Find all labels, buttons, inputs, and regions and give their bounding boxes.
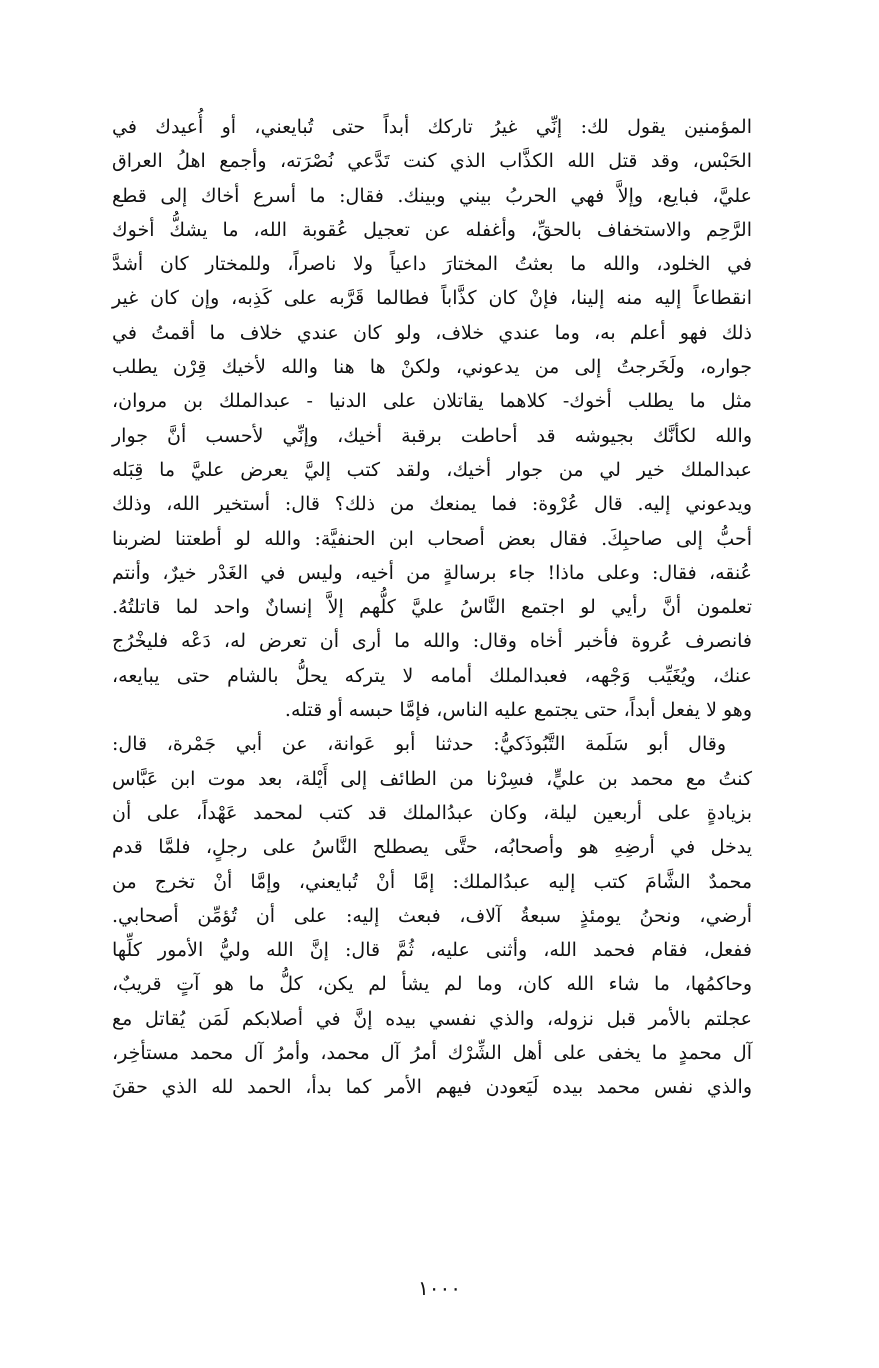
- text-line: أرضي، ونحنُ يومئذٍ سبعةُ آلاف، فبعث إليه: على أن تُؤمِّن أصحابي.: [112, 904, 752, 927]
- paragraph-2: [112, 727, 752, 1104]
- text-line: الرَّحِم والاستخفاف بالحقِّ، وأغفله عن تعجيل عُقوبة الله، ما يشكُّ أخوك: [112, 218, 752, 241]
- text-line: ويدعوني إليه. قال عُرْوة: فما يمنعك من ذلك؟ قال: أستخير الله، وذلك: [112, 493, 752, 516]
- text-line: يدخل في أرضِهِ هو وأصحابُه، حتَّى يصطلح النَّاسُ على رجلٍ، فلمَّا قدم: [112, 836, 752, 859]
- body-text: [112, 110, 752, 1105]
- text-line: تعلمون أنَّ رأيي لو اجتمع النَّاسُ عليَّ كلُّهم إلاَّ إنسانٌ واحد لما قاتلتُهُ.: [112, 596, 752, 619]
- text-line: جواره، ولَخَرجتُ إلى من يدعوني، ولكنْ ها هنا والله لأخيك قِرْن يطلب: [112, 356, 752, 379]
- text-line: عليَّ، فبايع، وإلاَّ فهي الحربُ بيني وبينك. فقال: ما أسرع أخاك إلى قطع: [112, 184, 752, 207]
- paragraph-1: [112, 110, 752, 727]
- page-number: ١٠٠٠: [418, 1276, 461, 1300]
- text-line: ذلك فهو أعلم به، وما عندي خلاف، ولو كان عندي خلاف ما أقمتُ في: [112, 321, 752, 344]
- text-line: وقال أبو سَلَمة التَّبُوذَكيُّ: حدثنا أبو عَوانة، عن أبي جَمْرة، قال:: [112, 733, 726, 756]
- text-line: وحاكمُها، ما شاء الله كان، وما لم يشأ لم يكن، كلُّ ما هو آتٍ قريبٌ،: [112, 973, 752, 996]
- text-line: في الخلود، والله ما بعثتُ المختارَ داعياً ولا ناصراً، وللمختار كان أشدَّ: [112, 253, 752, 276]
- text-line: انقطاعاً إليه منه إلينا، فإنْ كان كذَّاباً فطالما قَرَّبه على كَذِبه، وإن كان غير: [112, 287, 752, 310]
- text-line: كنتُ مع محمد بن عليٍّ، فسِرْنا من الطائف إلى أَيْلة، بعد موت ابن عَبَّاس: [112, 767, 752, 790]
- text-line: عُنقه، فقال: وعلى ماذا! جاء برسالةٍ من أخيه، وليس في الغَدْر خيرٌ، وأنتم: [112, 561, 752, 584]
- text-line: أحبُّ إلى صاحبِكَ. فقال بعض أصحاب ابن الحنفيَّة: والله لو أطعتنا لضربنا: [112, 527, 752, 550]
- text-line: عبدالملك خير لي من جوار أخيك، ولقد كتب إليَّ يعرض عليَّ ما قِبَله: [112, 458, 752, 481]
- text-line: عجلتم بالأمر قبل نزوله، والذي نفسي بيده إنَّ في أصلابكم لَمَن يُقاتل مع: [112, 1007, 752, 1030]
- text-line: ففعل، فقام فحمد الله، وأثنى عليه، ثُمَّ قال: إنَّ الله وليُّ الأمور كلِّها: [112, 939, 752, 962]
- text-line: آل محمدٍ ما يخفى على أهل الشِّرْك أمرُ آل محمد، وأمرُ آل محمد مستأخِر،: [112, 1042, 752, 1065]
- text-line: والذي نفس محمد بيده لَيَعودن فيهم الأمر كما بدأ، الحمد لله الذي حقنَ: [112, 1076, 752, 1099]
- text-line: محمدٌ الشَّامَ كتب إليه عبدُالملك: إمَّا أنْ تُبايعني، وإمَّا أنْ تخرج من: [112, 870, 752, 893]
- text-line: والله لكأنَّك بجيوشه قد أحاطت برقبة أخيك، وإنِّي لأحسب أنَّ جوار: [112, 424, 753, 447]
- text-line: المؤمنين يقول لك: إنِّي غيرُ تاركك أبداً حتى تُبايعني، أو أُعيدك في: [112, 116, 752, 138]
- text-line: فانصرف عُروة فأخبر أخاه وقال: والله ما أرى أن تعرض له، دَعْه فليخْرُج: [112, 630, 752, 653]
- text-line: بزيادةٍ على أربعين ليلة، وكان عبدُالملك قد كتب لمحمد عَهْداً، على أن: [112, 801, 752, 824]
- text-line: عنك، ويُغَيِّب وَجْهه، فعبدالملك أمامه لا يتركه يحلُّ بالشام حتى يبايعه،: [112, 664, 753, 687]
- text-line: الحَبْس، وقد قتل الله الكذَّاب الذي كنت تَدَّعي نُصْرَته، وأجمع اهلُ العراق: [112, 150, 752, 173]
- text-line: وهو لا يفعل أبداً، حتى يجتمع عليه الناس، فإمَّا حبسه أو قتله.: [284, 699, 752, 722]
- text-line: مثل ما يطلب أخوك- كلاهما يقاتلان على الدنيا - عبدالملك بن مروان،: [112, 390, 752, 413]
